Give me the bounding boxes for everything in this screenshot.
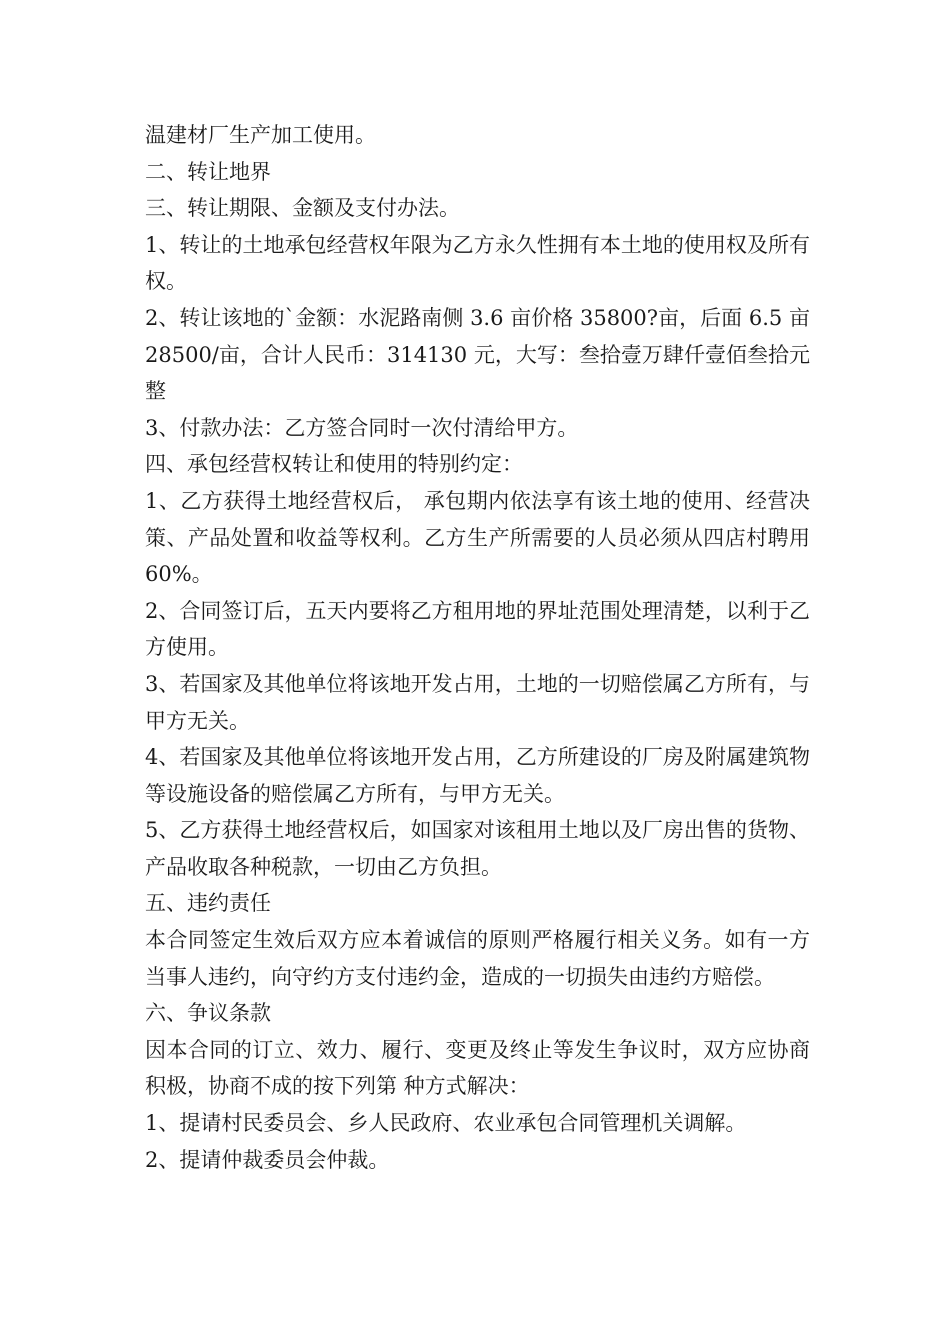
dispute-option-1: 1、提请村民委员会、乡人民政府、农业承包合同管理机关调解。 (145, 1111, 747, 1136)
section-heading-special-terms: 四、承包经营权转让和使用的特别约定： (145, 452, 523, 477)
clause-payment: 3、付款办法：乙方签合同时一次付清给甲方。 (145, 415, 579, 440)
dispute-option-2: 2、提请仲裁委员会仲裁。 (145, 1147, 390, 1172)
breach-clause: 本合同签定生效后双方应本着诚信的原则严格履行相关义务。如有一方当事人违约，向守约方支付违约金，造成的一切损失由违约方赔偿。 (145, 928, 810, 989)
section-heading-dispute: 六、争议条款 (145, 1001, 271, 1026)
special-term-3: 3、若国家及其他单位将该地开发占用，土地的一切赔偿属乙方所有，与甲方无关。 (145, 671, 810, 733)
clause-amount: 2、转让该地的`金额：水泥路南侧 3.6 亩价格 35800?亩，后面 6.5 亩 28500/亩，合计人民币：314130 元，大写：叁拾壹万肆仟壹佰叁拾元整 (145, 305, 810, 404)
document-body (145, 117, 810, 1178)
section-heading-boundary: 二、转让地界 (145, 159, 271, 184)
special-term-4: 4、若国家及其他单位将该地开发占用，乙方所建设的厂房及附属建筑物等设施设备的赔偿属乙方所有，与甲方无关。 (145, 745, 810, 806)
special-term-1: 1、乙方获得土地经营权后， 承包期内依法享有该土地的使用、经营决策、产品处置和收益等权利。乙方生产所需要的人员必须从四店村聘用 60%。 (145, 488, 810, 587)
dispute-clause: 因本合同的订立、效力、履行、变更及终止等发生争议时，双方应协商积极，协商不成的按下列第 种方式解决： (145, 1037, 810, 1099)
clause-term: 1、转让的土地承包经营权年限为乙方永久性拥有本土地的使用权及所有权。 (145, 232, 810, 294)
special-term-5: 5、乙方获得土地经营权后，如国家对该租用土地以及厂房出售的货物、产品收取各种税款，一切由乙方负担。 (145, 818, 810, 879)
paragraph-continuation: 温建材厂生产加工使用。 (145, 123, 376, 147)
section-heading-breach: 五、违约责任 (145, 891, 271, 916)
special-term-2: 2、合同签订后，五天内要将乙方租用地的界址范围处理清楚，以利于乙方使用。 (145, 598, 810, 660)
section-heading-term-amount: 三、转让期限、金额及支付办法。 (145, 196, 460, 221)
